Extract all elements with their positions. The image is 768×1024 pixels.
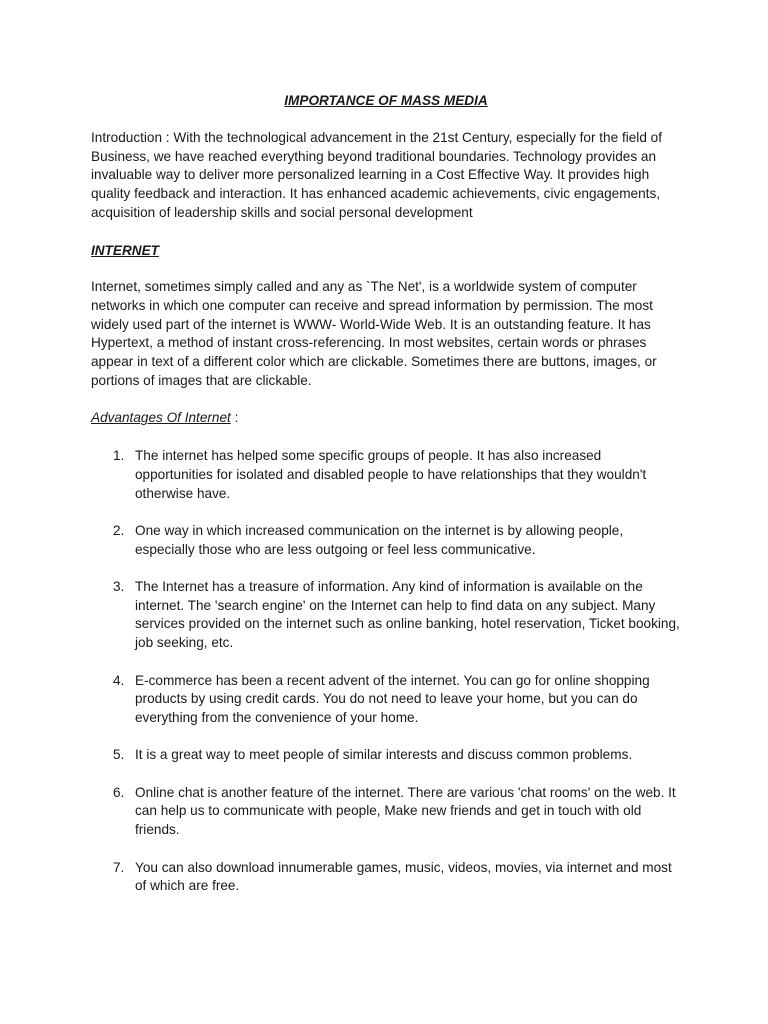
list-item-number: 6. <box>113 784 125 800</box>
intro-paragraph: Introduction : With the technological advancement in the 21st Century, especially for the field of Business, we have reached everything beyond traditional boundaries. Technology provides an invaluable way to deliver more personalized learning in a Cost Effective Way. It provides high quality feedback and interaction. It has enhanced academic achievements, civic engagements, acquisition of leadership skills and social personal development <box>91 130 663 220</box>
list-item-text: The Internet has a treasure of information. Any kind of information is available on the internet. The 'search engine' on the Internet can help to find data on any subject. Many services provided on the internet such as online banking, hotel reservation, Ticket booking, job seeking, etc. <box>135 579 680 651</box>
list-item-text: Online chat is another feature of the internet. There are various 'chat rooms' on the web. It can help us to communicate with people, Make new friends and get in touch with old friends. <box>135 784 676 838</box>
list-item-number: 5. <box>113 747 125 763</box>
document-page <box>91 92 681 915</box>
internet-paragraph: Internet, sometimes simply called and any as `The Net', is a worldwide system of computer networks in which one computer can receive and spread information by permission. The most widely used part of the internet is WWW- World-Wide Web. It is an outstanding feature. It has Hypertext, a method of instant cross-referencing. In most websites, certain words or phrases appear in text of a different color which are clickable. Sometimes there are buttons, images, or portions of images that are clickable. <box>91 279 657 388</box>
advantages-title: Advantages Of Internet <box>91 410 231 426</box>
list-item-text: You can also download innumerable games, music, videos, movies, via internet and most of which are free. <box>135 859 672 894</box>
list-item <box>91 859 681 896</box>
list-item-text: It is a great way to meet people of similar interests and discuss common problems. <box>135 747 633 763</box>
list-item <box>91 578 681 653</box>
list-item-number: 4. <box>113 672 125 688</box>
list-item-number: 7. <box>113 859 125 875</box>
list-item-text: E-commerce has been a recent advent of the internet. You can go for online shopping products by using credit cards. You do not need to leave your home, but you can do everything from the convenience of your home. <box>135 672 650 725</box>
list-item-number: 2. <box>113 522 125 538</box>
list-item <box>91 746 681 765</box>
section-heading-internet: INTERNET <box>91 242 159 258</box>
list-item-number: 1. <box>113 448 125 464</box>
list-item <box>91 672 681 728</box>
document-title: IMPORTANCE OF MASS MEDIA <box>284 93 488 108</box>
advantages-suffix: : <box>230 410 239 426</box>
list-item-text: The internet has helped some specific groups of people. It has also increased opportunities for isolated and disabled people to have relationships that they wouldn't otherwise have. <box>135 448 647 501</box>
list-item-text: One way in which increased communication on the internet is by allowing people, especially those who are less outgoing or feel less communicative. <box>135 522 624 557</box>
list-item <box>91 784 681 840</box>
advantages-list <box>91 447 681 896</box>
list-item <box>91 447 681 503</box>
advantages-subheading <box>91 409 681 428</box>
list-item <box>91 522 681 559</box>
list-item-number: 3. <box>113 579 125 595</box>
